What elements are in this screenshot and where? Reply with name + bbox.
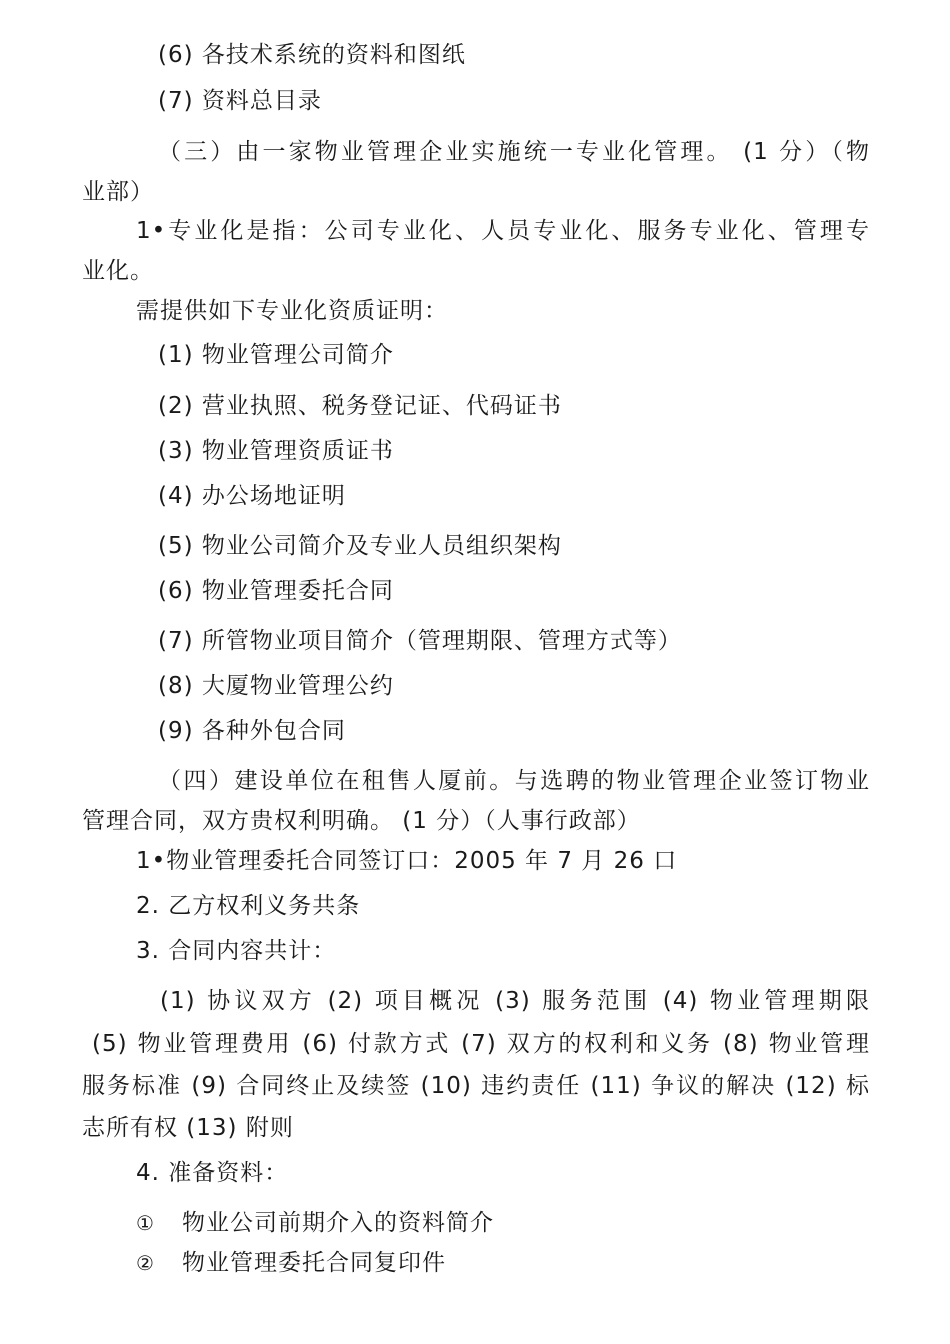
circled-number-2: ②: [136, 1251, 155, 1275]
list-item: (1) 物业管理公司简介: [158, 342, 394, 368]
materials-intro: 4. 准备资料：: [136, 1160, 289, 1186]
list-item: (5) 物业公司简介及专业人员组织架构: [158, 533, 562, 559]
list-item: [136, 1208, 494, 1238]
list-item: (2) 营业执照、税务登记证、代码证书: [158, 393, 562, 419]
section-4-heading-cont: 管理合同，双方贵权利明确。 (1 分）（人事行政部）: [82, 808, 641, 834]
contract-signing-date: 1•物业管理委托合同签订口：2005 年 7 月 26 口: [136, 848, 678, 874]
list-item: (7) 资料总目录: [158, 88, 322, 114]
section-3-heading-cont: 业部）: [82, 179, 154, 205]
circled-number-1: ①: [136, 1211, 155, 1235]
list-item: (3) 物业管理资质证书: [158, 438, 394, 464]
list-item: [136, 1248, 446, 1278]
contract-contents-line: (5) 物业管理费用 (6) 付款方式 (7) 双方的权利和义务 (8) 物业管理: [92, 1031, 870, 1057]
contract-contents-line: 服务标准 (9) 合同终止及续签 (10) 违约责任 (11) 争议的解决 (12) 标: [82, 1073, 870, 1099]
list-item: (9) 各种外包合同: [158, 718, 346, 744]
list-item: (4) 办公场地证明: [158, 483, 346, 509]
specialization-definition-cont: 业化。: [82, 258, 154, 284]
contract-contents-line: (1) 协议双方 (2) 项目概况 (3) 服务范围 (4) 物业管理期限: [160, 988, 870, 1014]
list-item: (8) 大厦物业管理公约: [158, 673, 394, 699]
material-text: 物业管理委托合同复印件: [182, 1250, 446, 1276]
specialization-definition: 1•专业化是指：公司专业化、人员专业化、服务专业化、管理专: [136, 218, 870, 244]
qualification-intro: 需提供如下专业化资质证明：: [136, 298, 448, 324]
party-b-rights: 2. 乙方权利义务共条: [136, 893, 361, 919]
list-item: (7) 所管物业项目简介（管理期限、管理方式等）: [158, 628, 682, 654]
contract-contents-intro: 3. 合同内容共计：: [136, 938, 337, 964]
section-4-heading: （四）建设单位在租售人厦前。与选聘的物业管理企业签订物业: [158, 768, 870, 794]
list-item: (6) 各技术系统的资料和图纸: [158, 42, 466, 68]
material-text: 物业公司前期介入的资料简介: [182, 1210, 494, 1236]
list-item: (6) 物业管理委托合同: [158, 578, 394, 604]
section-3-heading: （三）由一家物业管理企业实施统一专业化管理。 (1 分）（物: [158, 139, 870, 165]
contract-contents-line: 志所有权 (13) 附则: [82, 1115, 294, 1141]
